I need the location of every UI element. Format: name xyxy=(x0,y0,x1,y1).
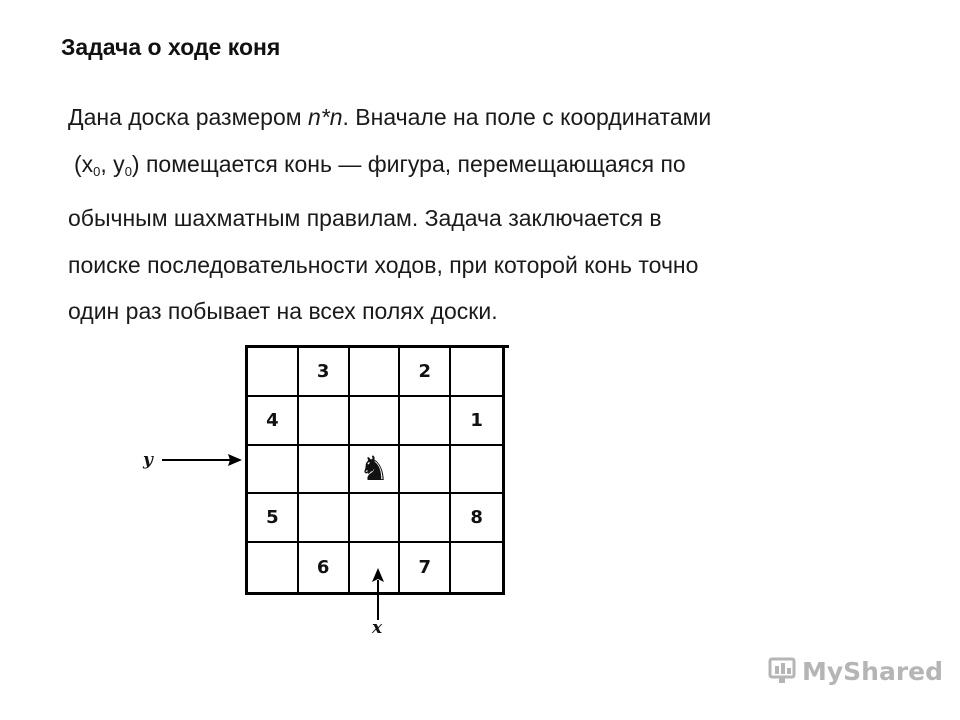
board-cell xyxy=(400,397,451,446)
y-axis-label: y xyxy=(143,450,153,470)
board-cell xyxy=(248,348,299,397)
subscript: 0 xyxy=(93,163,101,179)
statement-text: ) помещается конь — фигура, перемещающаяся по xyxy=(131,150,686,177)
board-cell-move-1: 1 xyxy=(451,397,502,446)
board-cell-move-7: 7 xyxy=(400,543,451,592)
board-cell-move-2: 2 xyxy=(400,348,451,397)
board-cell xyxy=(299,397,350,446)
statement-line-3: обычным шахматным правилам. Задача заключается в xyxy=(68,205,662,231)
statement-text: . Вначале на поле с координатами xyxy=(342,104,712,130)
board-cell xyxy=(451,543,502,592)
x-arrow-icon xyxy=(368,568,388,620)
statement-line-5: один раз побывает на всех полях доски. xyxy=(68,298,498,324)
subscript: 0 xyxy=(124,163,132,179)
board-cell xyxy=(350,397,401,446)
statement-line-2 xyxy=(68,141,928,196)
watermark-text: MyShared xyxy=(802,656,944,686)
board-cell xyxy=(451,348,502,397)
knight-icon: ♞ xyxy=(358,448,390,489)
board-cell-move-5: 5 xyxy=(248,494,299,543)
board-edge-tick xyxy=(505,345,509,348)
board-cell xyxy=(350,494,401,543)
board-cell-move-6: 6 xyxy=(299,543,350,592)
statement-line-4: поиске последовательности ходов, при которой конь точно xyxy=(68,251,699,278)
board-cell xyxy=(451,446,502,495)
y-arrow-icon xyxy=(160,450,245,470)
board-cell xyxy=(299,446,350,495)
board-cell xyxy=(248,446,299,495)
statement-text: (x xyxy=(74,150,94,177)
board-cell-move-4: 4 xyxy=(248,397,299,446)
board-cell xyxy=(400,446,451,495)
board-cell-move-8: 8 xyxy=(451,494,502,543)
board-cell xyxy=(248,543,299,592)
watermark xyxy=(768,656,943,686)
myshared-logo-icon xyxy=(768,656,798,686)
slide-title: Задача о ходе коня xyxy=(61,34,281,60)
chess-board xyxy=(245,345,505,595)
problem-statement xyxy=(68,94,928,335)
board-size-n: n*n xyxy=(307,104,343,130)
board-cell-knight xyxy=(350,446,401,495)
statement-line-1 xyxy=(68,94,928,141)
board-cell xyxy=(350,348,401,397)
board-cell-move-3: 3 xyxy=(299,348,350,397)
board-cell xyxy=(299,494,350,543)
x-axis-label: x xyxy=(372,618,383,638)
statement-text: Дана доска размером xyxy=(68,104,308,130)
board-cell xyxy=(400,494,451,543)
statement-text: , y xyxy=(100,150,125,177)
